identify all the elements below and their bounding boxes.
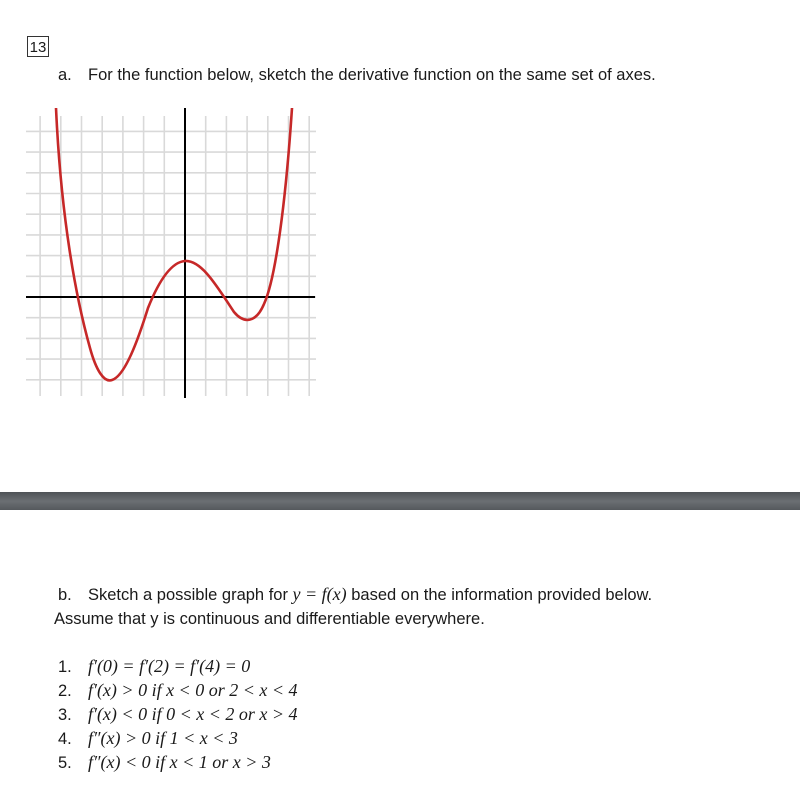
part-a-text: For the function below, sketch the derivative function on the same set of axes. <box>88 66 656 84</box>
part-a-letter: a. <box>58 66 72 84</box>
condition-number: 3. <box>58 706 72 724</box>
section-divider <box>0 492 800 510</box>
condition-expression: f″(x) > 0 if 1 < x < 3 <box>88 728 238 748</box>
part-b-math: y = f(x) <box>292 584 347 604</box>
problem-number: 13 <box>27 36 49 57</box>
function-graph <box>20 108 320 400</box>
part-b-text-after: based on the information provided below. <box>346 586 653 604</box>
condition-item <box>58 726 298 750</box>
condition-number: 2. <box>58 682 72 700</box>
condition-item <box>58 678 298 702</box>
part-b-letter: b. <box>58 586 72 604</box>
part-a-instruction <box>58 64 656 86</box>
condition-expression: f′(0) = f′(2) = f′(4) = 0 <box>88 656 251 676</box>
condition-number: 5. <box>58 754 72 772</box>
part-b-instruction <box>54 582 788 631</box>
condition-number: 1. <box>58 658 72 676</box>
condition-expression: f′(x) > 0 if x < 0 or 2 < x < 4 <box>88 680 298 700</box>
function-curve <box>56 108 292 380</box>
part-b-text-before: Sketch a possible graph for <box>88 586 293 604</box>
condition-number: 4. <box>58 730 72 748</box>
part-b-line2: Assume that y is continuous and differentiable everywhere. <box>54 610 485 628</box>
condition-item <box>58 654 298 678</box>
condition-item <box>58 750 298 774</box>
condition-item <box>58 702 298 726</box>
condition-expression: f″(x) < 0 if x < 1 or x > 3 <box>88 752 271 772</box>
condition-expression: f′(x) < 0 if 0 < x < 2 or x > 4 <box>88 704 298 724</box>
conditions-list <box>58 654 298 774</box>
